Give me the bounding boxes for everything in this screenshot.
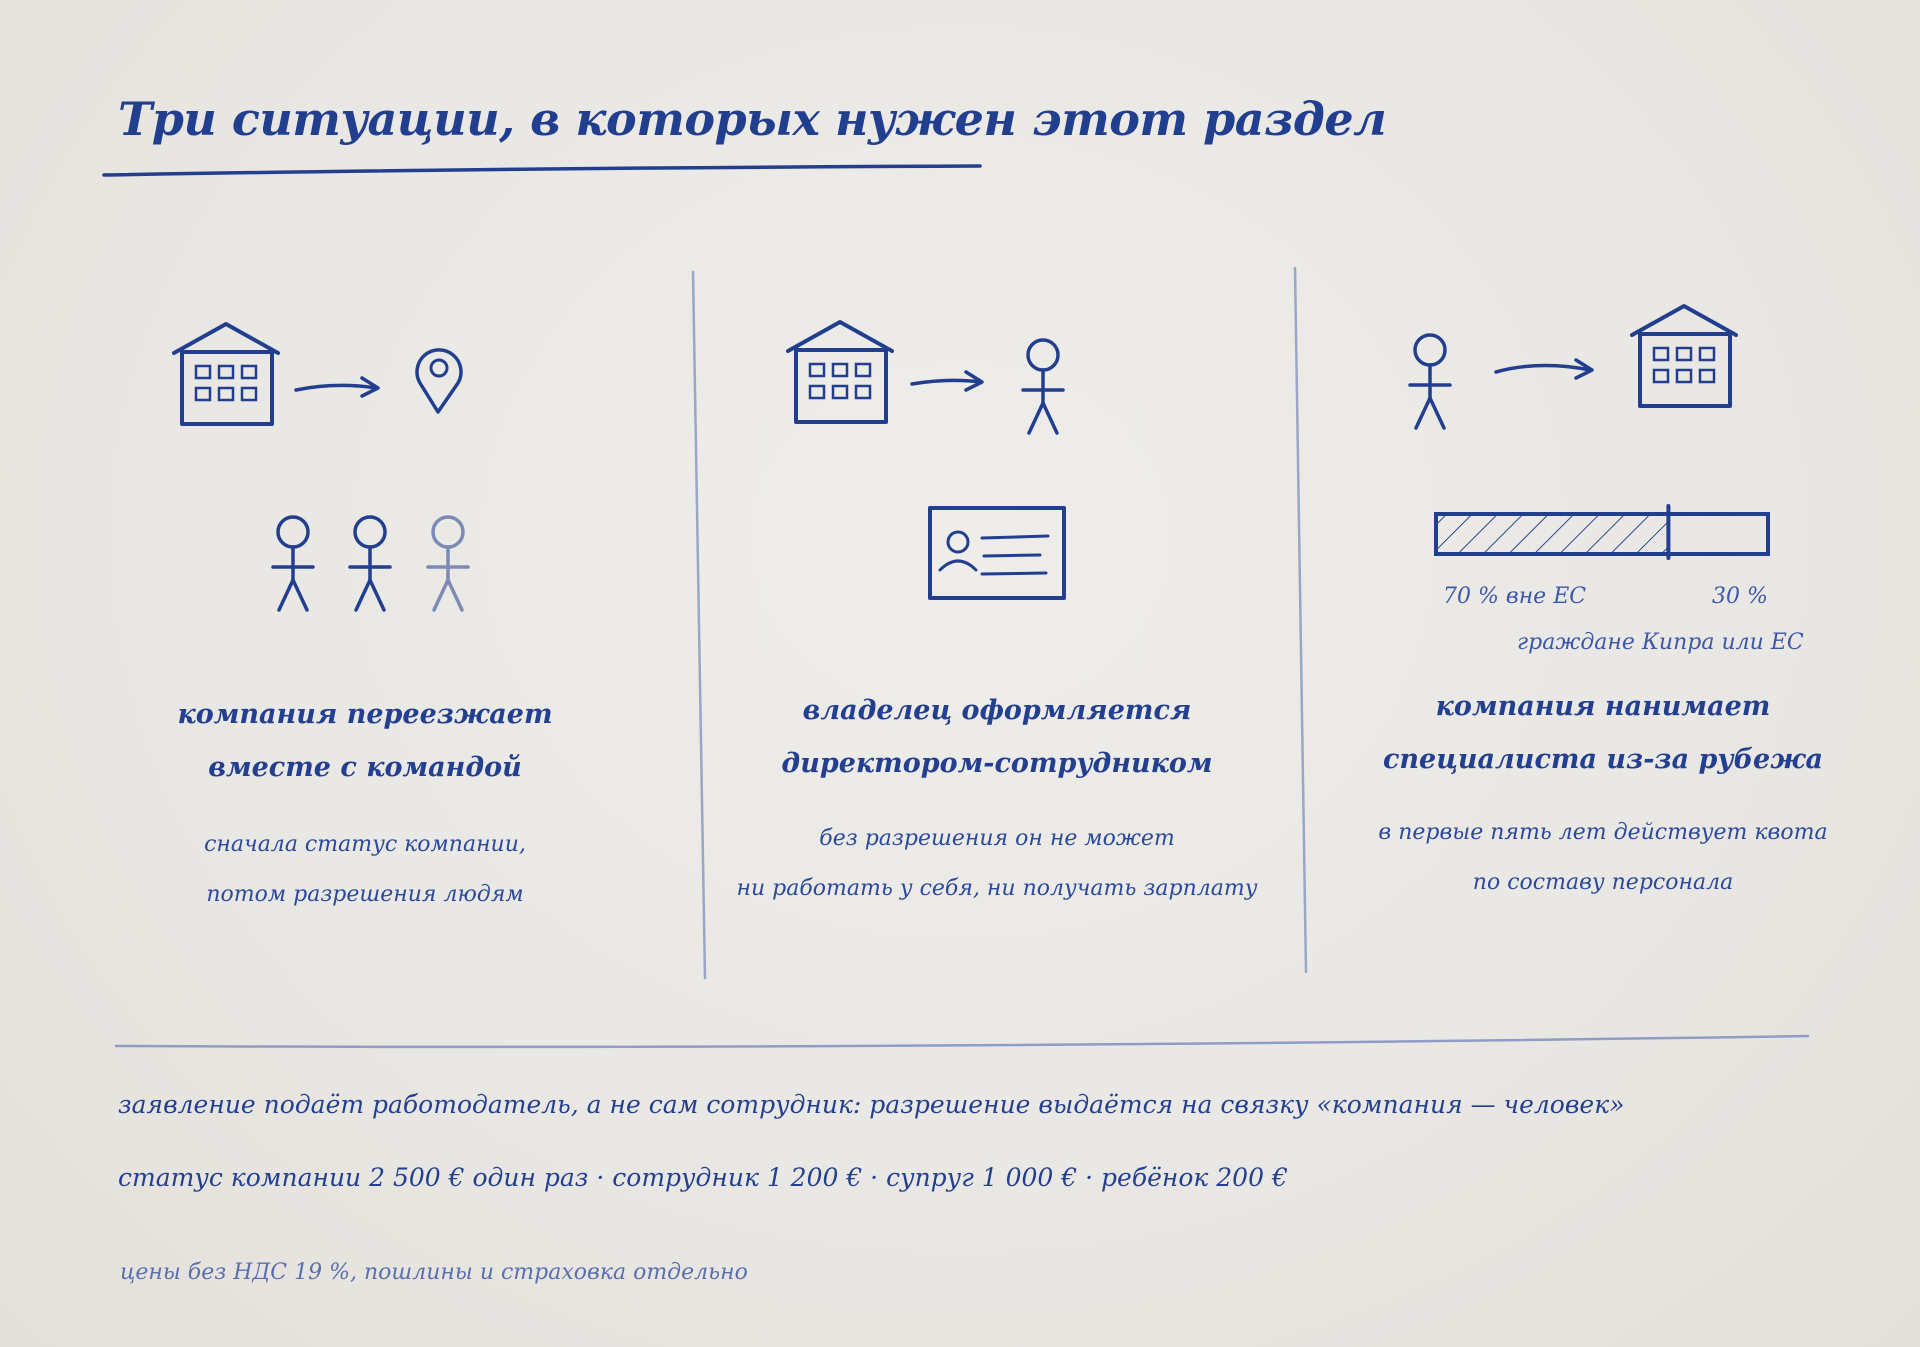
description-line: потом разрешения людям [206, 882, 524, 907]
person-icon [1023, 340, 1063, 433]
description-line: сначала статус компании, [204, 832, 526, 857]
quota-eu-sublabel: граждане Кипра или ЕС [1517, 630, 1804, 655]
location-pin-icon [417, 350, 461, 412]
column-2-heading [737, 684, 1257, 790]
description-line: в первые пять лет действует квота [1378, 820, 1828, 845]
person-icon [273, 517, 313, 610]
column-divider [693, 272, 705, 978]
column-3-heading [1343, 680, 1863, 786]
column-1-description [85, 820, 645, 920]
note-prices: статус компании 2 500 € один раз · сотрудник 1 200 € · супруг 1 000 € · ребёнок 200 € [118, 1163, 1288, 1192]
building-icon [1632, 306, 1736, 406]
person-faded-icon [428, 517, 468, 610]
column-3-description [1323, 808, 1883, 908]
heading-line: специалиста из-за рубежа [1382, 744, 1823, 775]
heading-line: компания нанимает [1435, 691, 1771, 722]
arrow-right-icon [912, 372, 982, 390]
description-line: ни работать у себя, ни получать зарплату [736, 876, 1258, 901]
heading-line: владелец оформляется [802, 695, 1192, 726]
person-icon [350, 517, 390, 610]
quota-eu-label: 30 % [1712, 584, 1768, 609]
description-line: по составу персонала [1472, 870, 1734, 895]
heading-line: компания переезжает [177, 699, 553, 730]
page-title: Три ситуации, в которых нужен этот раздел [118, 92, 1387, 146]
person-icon [1410, 335, 1450, 428]
footnote: цены без НДС 19 %, пошлины и страховка отдельно [120, 1260, 748, 1285]
arrow-right-icon [296, 378, 378, 396]
column-2-description [717, 814, 1277, 914]
id-card-icon [930, 508, 1064, 598]
note-applicant: заявление подаёт работодатель, а не сам сотрудник: разрешение выдаётся на связку «компания — человек» [118, 1090, 1625, 1119]
quota-non-eu-segment [1436, 514, 1668, 554]
building-icon [174, 324, 278, 424]
title-underline [104, 166, 980, 175]
column-1-heading [105, 688, 625, 794]
bottom-divider [116, 1036, 1808, 1047]
building-icon [788, 322, 892, 422]
heading-line: вместе с командой [208, 752, 522, 783]
quota-bar [1436, 506, 1768, 558]
quota-non-eu-label: 70 % вне ЕС [1443, 584, 1587, 609]
description-line: без разрешения он не может [819, 826, 1175, 851]
column-divider [1295, 268, 1306, 972]
heading-line: директором-сотрудником [781, 748, 1213, 779]
arrow-right-icon [1496, 360, 1592, 378]
